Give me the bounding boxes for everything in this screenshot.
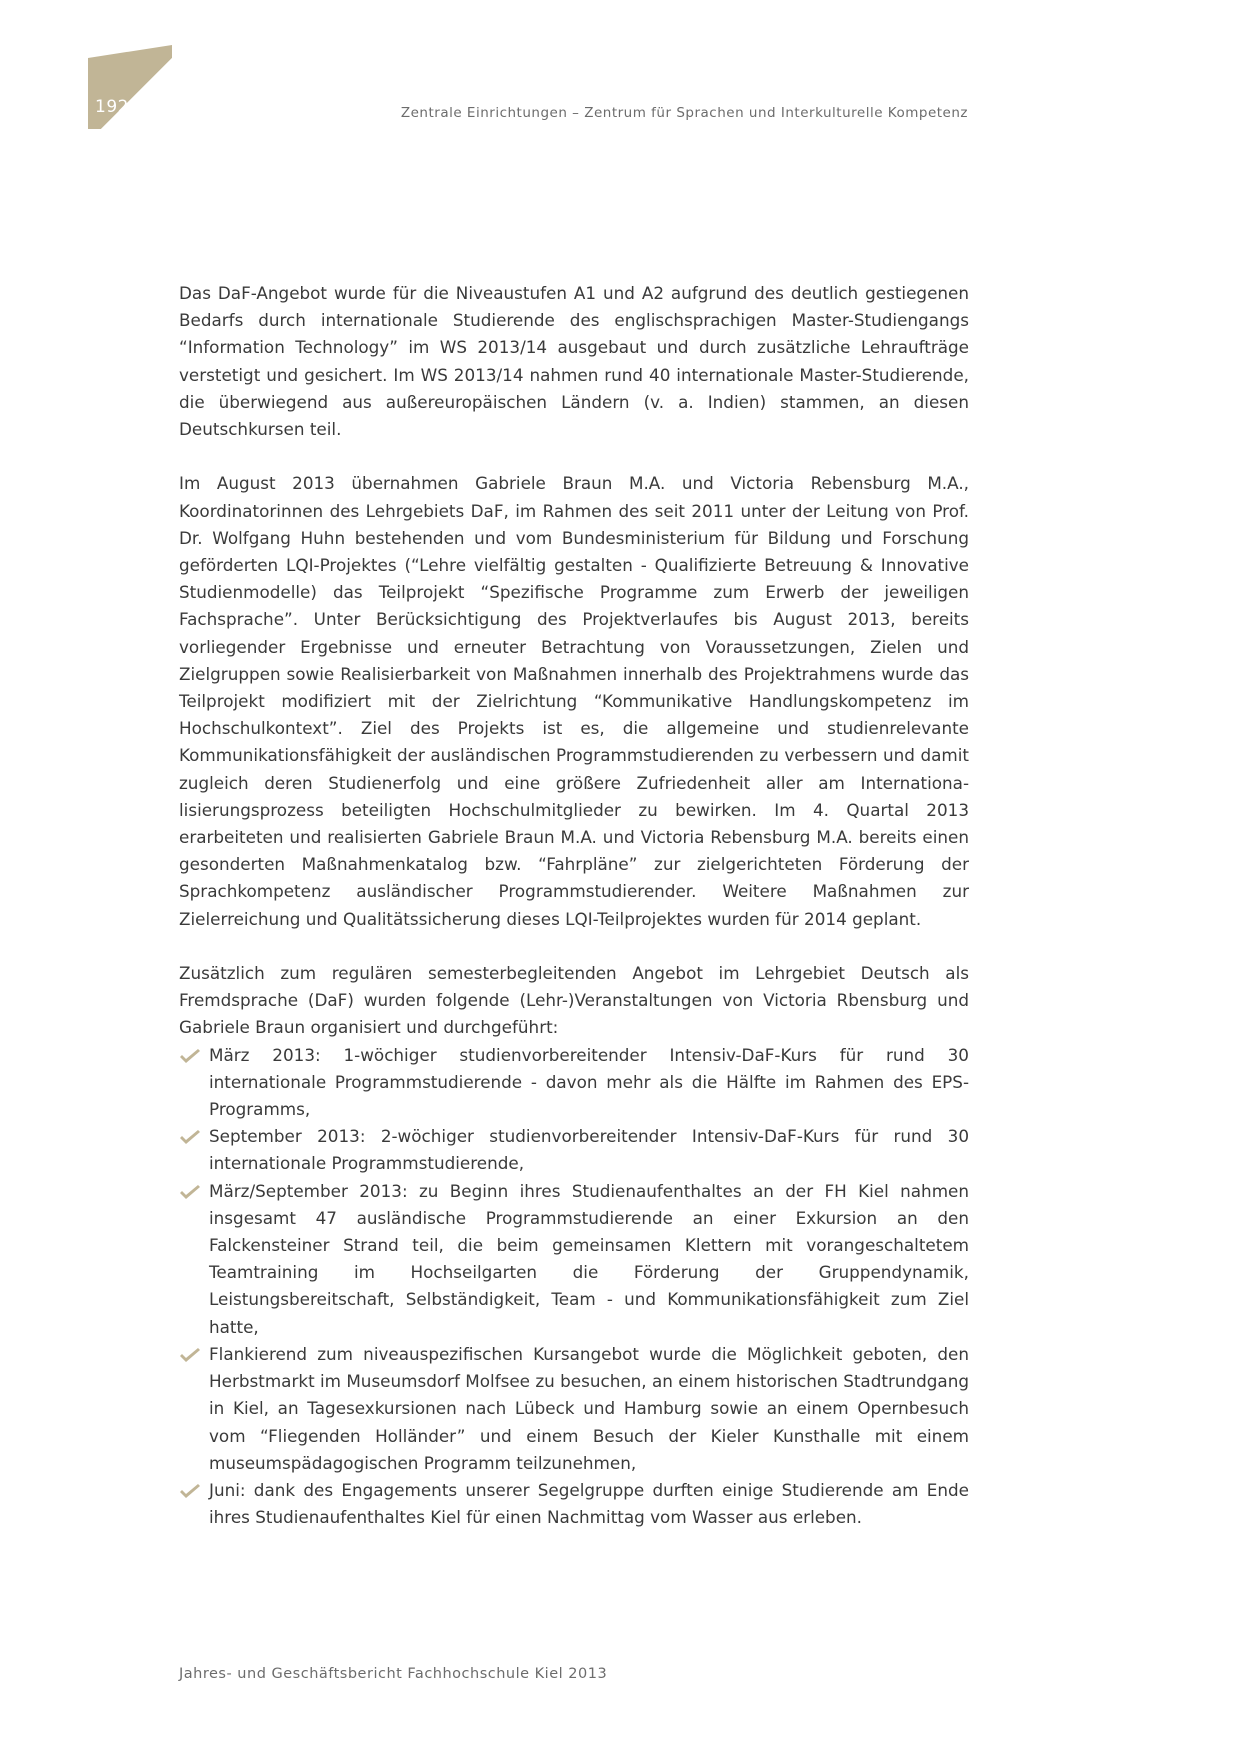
list-item-text: Flankierend zum niveauspezifischen Kursangebot wurde die Möglichkeit geboten, den Herbstmarkt im Museumsdorf Molfsee zu besuchen, an einem historischen Stadtrundgang in Kiel, an Tagesexkursionen nach Lübeck und Hamburg sowie an einem Opernbesuch vom “Fliegenden Holländer” und einem Besuch der Kieler Kunsthalle mit einem museumspädagogischen Programm teilzunehmen, <box>209 1343 969 1473</box>
paragraph-lqi-project: Im August 2013 übernahmen Gabriele Braun M.A. und Victoria Rebensburg M.A., Koordinatorinnen des Lehrgebiets DaF, im Rahmen des seit 2011 unter der Leitung von Prof. Dr. Wolfgang Huhn bestehenden und vom Bundesministerium für Bildung und Forschung geförderten LQI-Projektes (“Lehre vielfältig gestalten - Qualifizierte Betreuung & Innovative Studienmodelle) das Teilprojekt “Spezifische Programme zum Erwerb der jeweiligen Fachsprache”. Unter Berücksichtigung des Projektverlaufes bis August 2013, bereits vorliegender Ergebnisse und erneuter Betrachtung von Voraussetzungen, Zielen und Zielgruppen sowie Realisierbarkeit von Maßnahmen innerhalb des Projektrahmens wurde das Teilprojekt modifiziert mit der Zielrichtung “Kommunikative Handlungskompetenz im Hochschulkontext”. Ziel des Projekts ist es, die allgemeine und studienrelevante Kommunikationsfähigkeit der ausländischen Programmstudierenden zu verbessern und damit zugleich deren Studienerfolg und eine größere Zufriedenheit aller am Internationalisierungsprozess beteiligten Hochschulmitglieder zu bewirken. Im 4. Quartal 2013 erarbeiteten und realisierten Gabriele Braun M.A. und Victoria Rebensburg M.A. bereits einen gesonderten Maßnahmenkatalog bzw. “Fahrpläne” zur zielgerichteten Förderung der Sprachkompetenz ausländischer Programmstudierender. Weitere Maßnahmen zur Zielerreichung und Qualitätssicherung dieses LQI-Teilprojektes wurden für 2014 geplant. <box>179 473 969 929</box>
list-item-text: Juni: dank des Engagements unserer Segelgruppe durften einige Studierende am Ende ihres Studienaufenthaltes Kiel für einen Nachmittag vom Wasser aus erleben. <box>209 1479 969 1528</box>
list-item <box>179 1123 969 1177</box>
paragraph-daf-offer: Das DaF-Angebot wurde für die Niveaustufen A1 und A2 aufgrund des deutlich gestiegenen Bedarfs durch internationale Studierende des englischsprachigen Master-Studiengangs “Information Technology” im WS 2013/14 ausgebaut und durch zusätzliche Lehraufträge verstetigt und gesichert. Im WS 2013/14 nahmen rund 40 internationale Master-Studierende, die überwiegend aus außereuropäischen Ländern (v. a. Indien) stammen, an diesen Deutschkursen teil. <box>179 283 969 440</box>
check-mark-icon <box>179 1184 201 1200</box>
running-head: Zentrale Einrichtungen – Zentrum für Sprachen und Interkulturelle Kompetenz <box>400 105 968 121</box>
check-mark-icon <box>179 1347 201 1363</box>
list-item <box>179 1477 969 1531</box>
list-item-text: März/September 2013: zu Beginn ihres Studienaufenthaltes an der FH Kiel nahmen insgesamt 47 ausländische Programmstudierende an einer Exkursion an den Falckensteiner Strand teil, die beim gemeinsamen Klettern mit vorangeschaltetem Teamtraining im Hochseilgarten die Förderung der Gruppendynamik, Leistungsbereitschaft, Selbständigkeit, Team - und Kommunikationsfähigkeit zum Ziel hatte, <box>209 1180 969 1337</box>
article-body <box>179 280 969 1531</box>
list-item <box>179 1178 969 1341</box>
list-item <box>179 1042 969 1124</box>
list-item-text: März 2013: 1-wöchiger studienvorbereitender Intensiv-DaF-Kurs für rund 30 internationale Programmstudierende - davon mehr als die Hälfte im Rahmen des EPS-Programms, <box>209 1044 969 1120</box>
list-item-text: September 2013: 2-wöchiger studienvorbereitender Intensiv-DaF-Kurs für rund 30 internationale Programmstudierende, <box>209 1126 969 1174</box>
page-number: 192 <box>95 97 129 117</box>
paragraph-events-intro: Zusätzlich zum regulären semesterbegleitenden Angebot im Lehrgebiet Deutsch als Fremdsprache (DaF) wurden folgende (Lehr-)Veranstaltungen von Victoria Rbensburg und Gabriele Braun organisiert und durchgeführt: <box>179 963 969 1038</box>
check-mark-icon <box>179 1048 201 1064</box>
events-list <box>179 1042 969 1532</box>
page-footer: Jahres- und Geschäftsbericht Fachhochschule Kiel 2013 <box>179 1666 608 1682</box>
list-item <box>179 1341 969 1477</box>
check-mark-icon <box>179 1483 201 1499</box>
check-mark-icon <box>179 1129 201 1145</box>
